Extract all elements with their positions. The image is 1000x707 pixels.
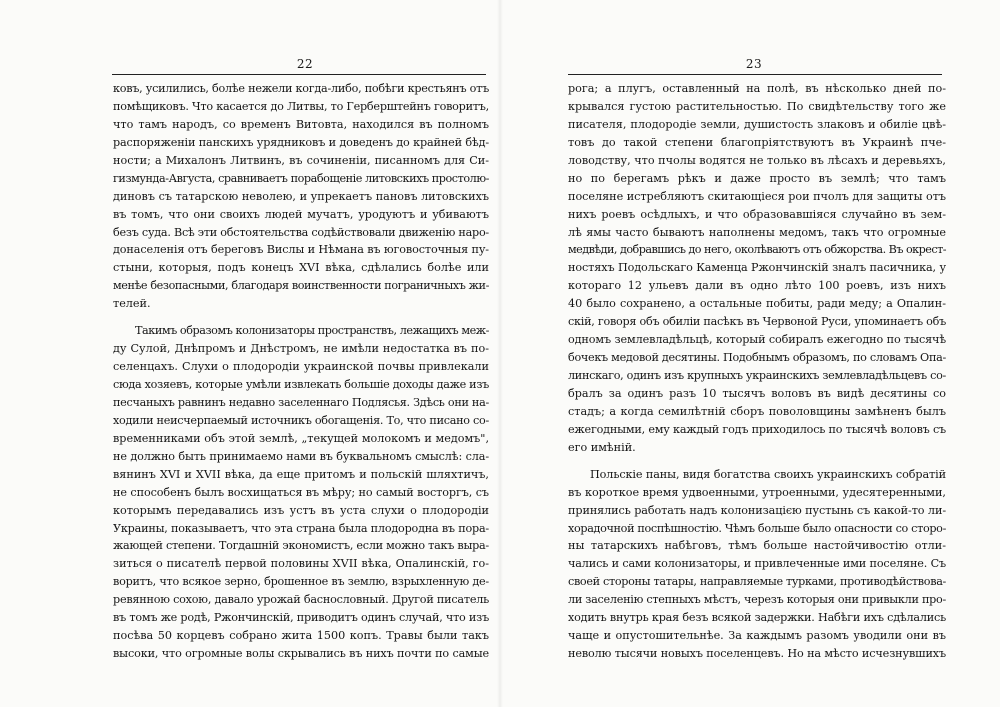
text-line: бочекъ медовой десятины. Подобнымъ образомъ, по словамъ Опа- [568, 351, 946, 365]
text-line: бралъ за одинъ разъ 10 тысячъ воловъ въ видѣ десятины со [568, 386, 946, 400]
text-line: телей. [113, 297, 151, 311]
text-line: товъ до такой степени благопріятствуютъ въ Украинѣ пче- [568, 135, 946, 149]
text-line: лѣ ямы часто бываютъ наполнены медомъ, такъ что огромные [568, 225, 946, 239]
text-line: ны татарскихъ набѣговъ, тѣмъ больше настойчивостію отли- [568, 539, 946, 553]
text-line: одномъ землевладѣльцѣ, который собиралъ ежегодно по тысячѣ [568, 333, 946, 347]
text-line: не способенъ былъ восхищаться въ мѣру; но самый восторгъ, съ [113, 485, 489, 499]
text-line: 40 было сохранено, а остальные побиты, ради меду; а Опалин- [568, 297, 946, 311]
text-line: въ короткое время удвоенными, утроенными, удесятеренными, [568, 485, 946, 499]
text-line: что тамъ народъ, со временъ Витовта, находился въ полномъ [113, 117, 489, 131]
text-line: селенцахъ. Слухи о плодородіи украинской почвы привлекали [113, 360, 489, 374]
text-line: посѣва 50 корцевъ собрано жита 1500 копъ. Травы были такъ [113, 629, 489, 643]
text-line: донаселенія отъ береговъ Вислы и Нѣмана въ юговосточныя пу- [113, 243, 489, 257]
text-line: принялись работать надъ колонизацією пустынь съ какой-то ли- [568, 503, 947, 517]
text-line: временниками объ этой землѣ, „текущей молокомъ и медомъ", [113, 431, 489, 445]
paragraph [113, 322, 489, 663]
text-line: безъ суда. Всѣ эти обстоятельства содѣйствовали движенію наро- [113, 225, 489, 239]
text-line: гизмунда-Августа, сравниваетъ порабощеніе литовскихъ простолю- [113, 171, 490, 185]
text-line: ду Сулой, Днѣпромъ и Днѣстромъ, не имѣли недостатка въ по- [113, 342, 489, 356]
text-line: жающей степени. Тогдашній экономистъ, если можно такъ выра- [113, 539, 489, 553]
text-line: въ томъ, что они своихъ людей мучатъ, уродуютъ и убиваютъ [113, 207, 489, 221]
text-line: линскаго, одинъ изъ крупныхъ украинскихъ землевладѣльцевъ со- [568, 369, 946, 382]
text-line: но по берегамъ рѣкъ и даже просто въ землѣ; что тамъ [568, 171, 946, 185]
text-line: котораго 12 ульевъ дали въ одно лѣто 100 роевъ, изъ нихъ [568, 279, 946, 293]
text-line: Такимъ образомъ колонизаторы пространствъ, лежащихъ меж- [135, 324, 489, 338]
header-rule [112, 74, 486, 75]
text-line: высоки, что огромные волы скрывались въ нихъ почти по самые [113, 647, 489, 661]
text-line: его имѣній. [568, 440, 636, 454]
text-line: ностяхъ Подольскаго Каменца Ржончинскій зналъ пасичника, у [568, 261, 946, 275]
text-line: своей стороны татары, направляемые турками, противодѣйствова- [568, 575, 947, 589]
text-line: рога; а плугъ, оставленный на полѣ, въ нѣсколько дней по- [568, 82, 946, 95]
text-line: зиться о писателѣ первой половины XVII вѣка, Опалинскій, го- [113, 557, 489, 571]
text-line: ности; а Михалонъ Литвинъ, въ сочиненіи, писанномъ для Си- [113, 153, 489, 167]
text-line: менѣе безопасными, благодаря воинственности пограничныхъ жи- [113, 279, 489, 293]
text-line: вянинъ XVI и XVII вѣка, да еще притомъ и польскій шляхтичъ, [113, 467, 489, 481]
text-line: ревянною сохою, давало урожай баснословный. Другой писатель [113, 593, 490, 607]
text-line: ходили неисчерпаемый источникъ обогащенія. То, что писано со- [113, 413, 489, 427]
text-line: скій, говоря объ обиліи пасѣкъ въ Червоной Руси, упоминаетъ объ [568, 315, 946, 329]
header-rule [568, 74, 942, 75]
text-line: песчаныхъ равнинъ недавно заселеннаго Подлясья. Здѣсь они на- [113, 395, 489, 409]
text-line: ежегодными, ему каждый годъ приходилось по тысячѣ воловъ съ [568, 422, 946, 436]
paragraph-gap [568, 457, 946, 466]
text-line: распоряженіи панскихъ урядниковъ и доведенъ до крайней бѣд- [113, 135, 489, 149]
page-number: 23 [745, 57, 763, 71]
text-line: стадъ; а когда семилѣтній сборъ поволовщины замѣненъ былъ [568, 404, 946, 418]
text-line: сюда хозяевъ, которые умѣли извлекать большіе доходы даже изъ [113, 378, 489, 391]
text-line: ковъ, усилились, болѣе нежели когда-либо, побѣги крестьянъ отъ [113, 82, 489, 95]
text-line: диновъ съ татарскою неволею, и упрекаетъ пановъ литовскихъ [113, 189, 489, 203]
text-line: нихъ роевъ осѣдлыхъ, и что образовавшіяся случайно въ зем- [568, 207, 946, 221]
paragraph [568, 466, 946, 663]
text-line: не должно быть принимаемо нами въ буквальномъ смыслѣ: сла- [113, 449, 489, 463]
page-text [568, 80, 946, 663]
text-line: неволю тысячи новыхъ поселенцевъ. Но на мѣсто исчезнувшихъ [568, 647, 946, 661]
text-line: помѣщиковъ. Что касается до Литвы, то Герберштейнъ говоритъ, [113, 99, 490, 113]
text-line: ловодству, что пчолы водятся не только въ лѣсахъ и деревьяхъ, [568, 153, 946, 167]
right-page [500, 0, 1000, 707]
paragraph [113, 80, 489, 313]
text-line: поселяне истребляютъ скитающіеся рои пчолъ для защиты отъ [568, 189, 946, 203]
page-text [113, 80, 489, 663]
text-line: писателя, плодородіе земли, душистость злаковъ и обиліе цвѣ- [568, 117, 946, 131]
text-line: крывался густою растительностью. По свидѣтельству того же [568, 99, 946, 113]
page-number: 22 [296, 57, 314, 71]
text-line: чаще и опустошительнѣе. За каждымъ разомъ уводили они въ [568, 629, 946, 643]
text-line: Польскіе паны, видя богатства своихъ украинскихъ собратій [590, 467, 946, 481]
text-line: Украины, показываетъ, что эта страна была плодородна въ пора- [113, 521, 489, 535]
text-line: воритъ, что всякое зерно, брошенное въ землю, взрыхленную де- [113, 575, 489, 589]
paragraph [568, 80, 946, 457]
paragraph-gap [113, 313, 489, 322]
text-line: хорадочной поспѣшностію. Чѣмъ больше было опасности со сторо- [568, 521, 947, 535]
text-line: ли заселенію степныхъ мѣстъ, черезъ которыя они привыкли про- [568, 593, 947, 607]
text-line: чались и сами колонизаторы, и привлеченные ими поселяне. Съ [568, 557, 947, 571]
text-line: которымъ передавались изъ устъ въ уста слухи о плодородіи [113, 503, 489, 517]
text-line: въ томъ же родѣ, Ржончинскій, приводитъ одинъ случай, что изъ [113, 611, 489, 625]
text-line: стыни, которыя, подъ конецъ XVI вѣка, сдѣлались болѣе или [113, 261, 489, 275]
text-line: ходить внутрь края безъ всякой задержки. Набѣги ихъ сдѣлались [568, 611, 947, 625]
text-line: медвѣди, добравшись до него, околѣваютъ отъ обжорства. Въ окрест- [568, 243, 947, 257]
